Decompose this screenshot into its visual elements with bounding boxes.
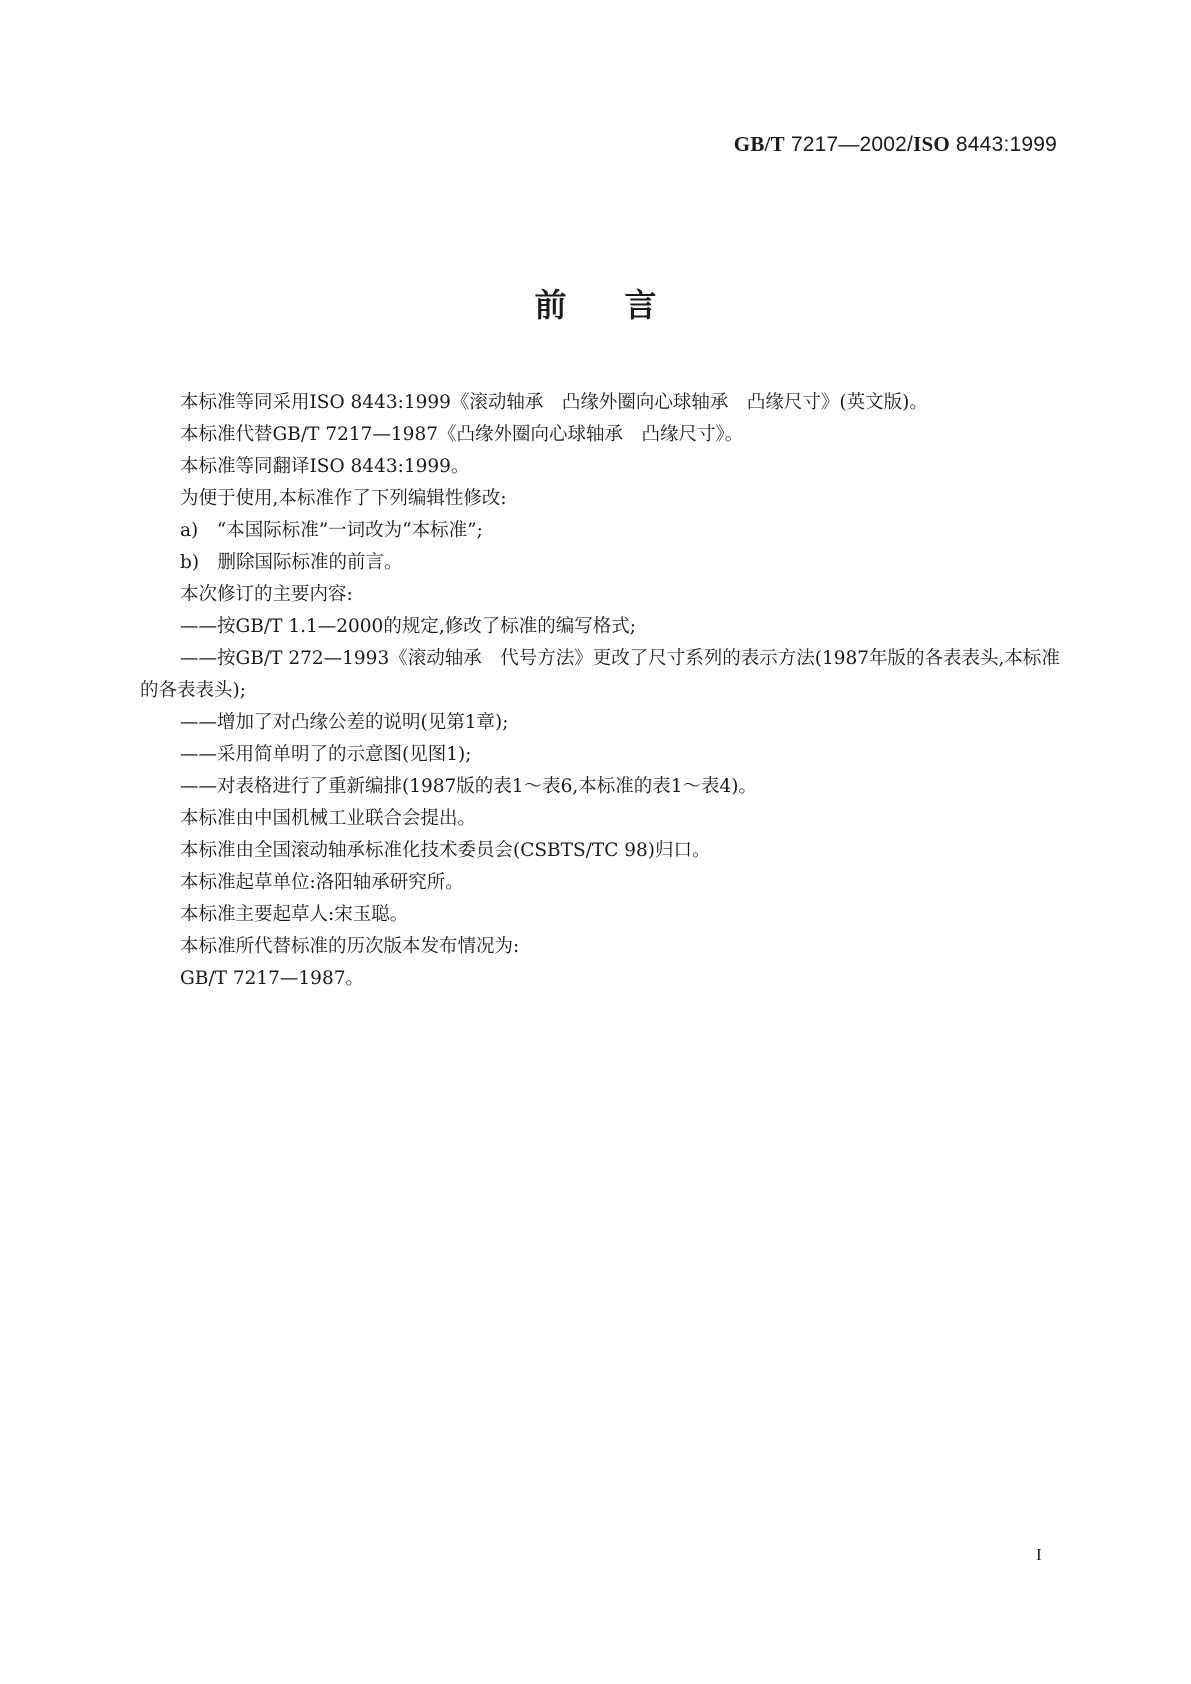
foreword-body	[140, 387, 1070, 995]
gb-prefix: GB/T	[733, 132, 785, 156]
list-item: ——采用简单明了的示意图(见图1);	[180, 744, 472, 765]
paragraph: 本次修订的主要内容:	[180, 584, 353, 605]
list-item: ——对表格进行了重新编排(1987版的表1～表6,本标准的表1～表4)。	[180, 776, 757, 797]
paragraph: 本标准起草单位:洛阳轴承研究所。	[180, 872, 464, 893]
gb-number: 7217—2002/	[784, 133, 914, 156]
iso-prefix: ISO	[913, 132, 950, 156]
list-item: ——按GB/T 1.1—2000的规定,修改了标准的编写格式;	[180, 616, 636, 637]
paragraph: 本标准由全国滚动轴承标准化技术委员会(CSBTS/TC 98)归口。	[180, 840, 711, 861]
paragraph: 为便于使用,本标准作了下列编辑性修改:	[180, 488, 507, 509]
standard-code-header	[734, 132, 1057, 157]
page-title: 前言	[534, 286, 715, 324]
paragraph: GB/T 7217—1987。	[180, 968, 364, 989]
paragraph: 本标准等同采用ISO 8443:1999《滚动轴承 凸缘外圈向心球轴承 凸缘尺寸》(英文版)。	[180, 392, 928, 413]
list-item: ——按GB/T 272—1993《滚动轴承 代号方法》更改了尺寸系列的表示方法(1987年版的各表表头,本标准的各表表头);	[140, 648, 1060, 701]
paragraph: 本标准主要起草人:宋玉聪。	[180, 904, 409, 925]
page-number: I	[1036, 1545, 1042, 1564]
list-item: ——增加了对凸缘公差的说明(见第1章);	[180, 712, 509, 733]
paragraph: 本标准等同翻译ISO 8443:1999。	[180, 456, 470, 477]
list-item: b) 删除国际标准的前言。	[180, 552, 403, 573]
paragraph: 本标准所代替标准的历次版本发布情况为:	[180, 936, 520, 957]
iso-number: 8443:1999	[949, 133, 1057, 156]
paragraph: 本标准代替GB/T 7217—1987《凸缘外圈向心球轴承 凸缘尺寸》。	[180, 424, 744, 445]
paragraph: 本标准由中国机械工业联合会提出。	[180, 808, 477, 829]
list-item: a) “本国际标准”一词改为“本标准”;	[180, 520, 483, 541]
